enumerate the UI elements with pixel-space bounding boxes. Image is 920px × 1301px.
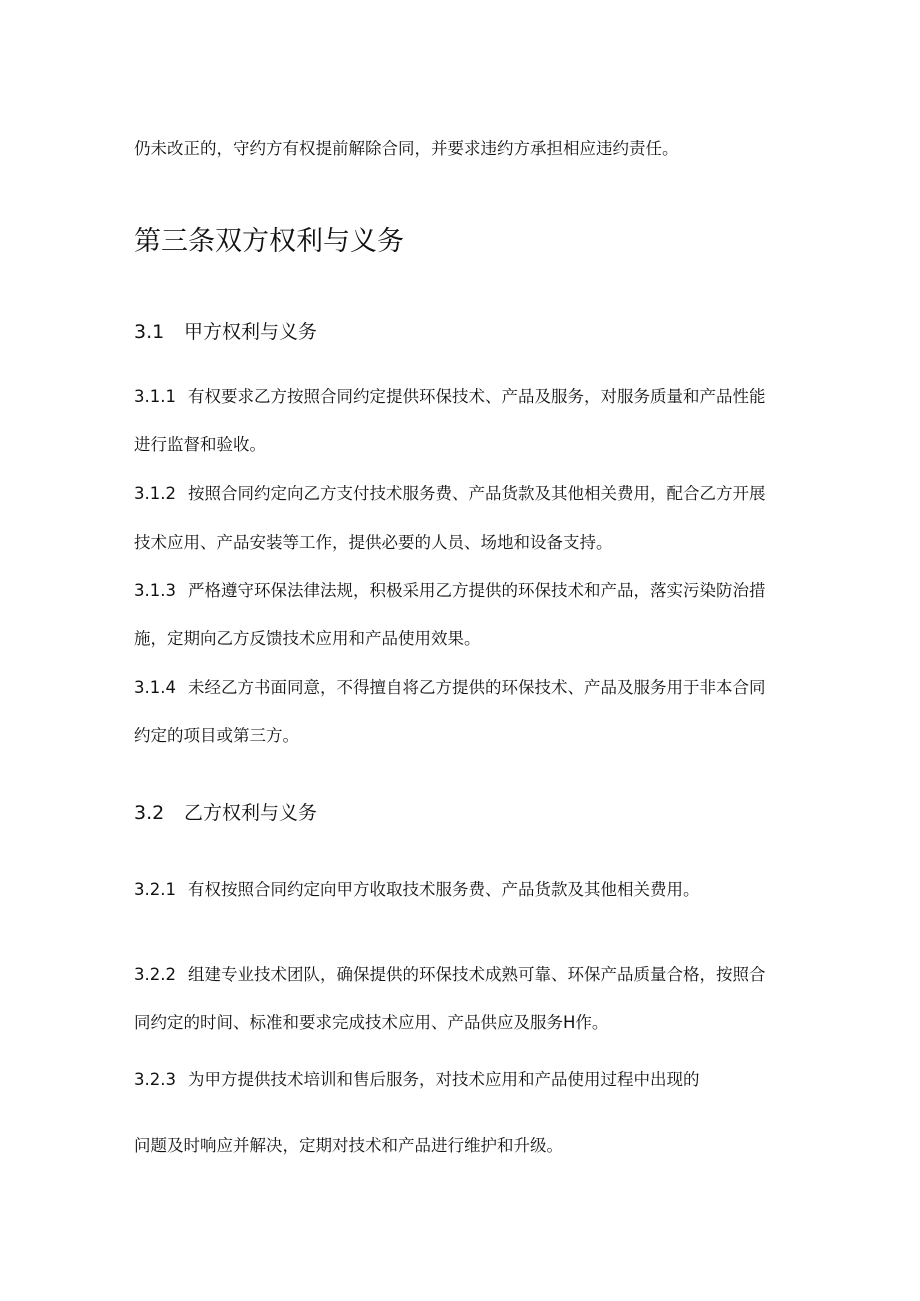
section-title: 甲方权利与义务 (184, 321, 318, 343)
clause-number: 3.1.4 (134, 678, 176, 697)
clause-3-1-3-line2: 施，定期向乙方反馈技术应用和产品使用效果。 (134, 629, 481, 648)
clause-3-2-3-line1 (134, 1069, 699, 1091)
section-heading-3-1 (134, 319, 317, 345)
section-heading-3-2 (134, 800, 317, 826)
clause-text: 严格遵守环保法律法规，积极采用乙方提供的环保技术和产品，落实污染防治措 (187, 581, 766, 600)
clause-3-2-3-line2: 问题及时响应并解决，定期对技术和产品进行维护和升级。 (134, 1136, 563, 1155)
clause-text: 为甲方提供技术培训和售后服务，对技术应用和产品使用过程中出现的 (187, 1070, 700, 1089)
clause-3-1-1-line1 (134, 386, 765, 408)
carryover-paragraph: 仍未改正的，守约方有权提前解除合同，并要求违约方承担相应违约责任。 (134, 139, 679, 158)
clause-3-1-2-line2: 技术应用、产品安装等工作，提供必要的人员、场地和设备支持。 (134, 533, 613, 552)
section-title: 乙方权利与义务 (184, 802, 318, 824)
clause-3-1-3-line1 (134, 580, 765, 602)
clause-text: 有权按照合同约定向甲方收取技术服务费、产品货款及其他相关费用。 (187, 880, 700, 899)
clause-text: 按照合同约定向乙方支付技术服务费、产品货款及其他相关费用，配合乙方开展 (187, 484, 766, 503)
clause-text: 未经乙方书面同意，不得擅自将乙方提供的环保技术、产品及服务用于非本合同 (187, 678, 766, 697)
clause-text: 组建专业技术团队，确保提供的环保技术成熟可靠、环保产品质量合格，按照合 (187, 965, 766, 984)
clause-number: 3.1.3 (134, 581, 176, 600)
clause-text: 有权要求乙方按照合同约定提供环保技术、产品及服务，对服务质量和产品性能 (187, 387, 766, 406)
article-title: 第三条双方权利与义务 (134, 226, 404, 257)
clause-number: 3.1.2 (134, 484, 176, 503)
clause-number: 3.2.1 (134, 880, 176, 899)
clause-3-1-4-line1 (134, 677, 765, 699)
clause-number: 3.2.2 (134, 965, 176, 984)
clause-number: 3.1.1 (134, 387, 176, 406)
section-number: 3.1 (134, 321, 165, 343)
clause-3-2-2-line2: 同约定的时间、标准和要求完成技术应用、产品供应及服务H作。 (134, 1013, 609, 1032)
clause-number: 3.2.3 (134, 1070, 176, 1089)
clause-3-2-2-line1 (134, 964, 765, 986)
clause-3-2-1-line1 (134, 879, 699, 901)
clause-3-1-1-line2: 进行监督和验收。 (134, 435, 266, 454)
clause-3-1-2-line1 (134, 483, 765, 505)
clause-3-1-4-line2: 约定的项目或第三方。 (134, 726, 299, 745)
section-number: 3.2 (134, 802, 165, 824)
